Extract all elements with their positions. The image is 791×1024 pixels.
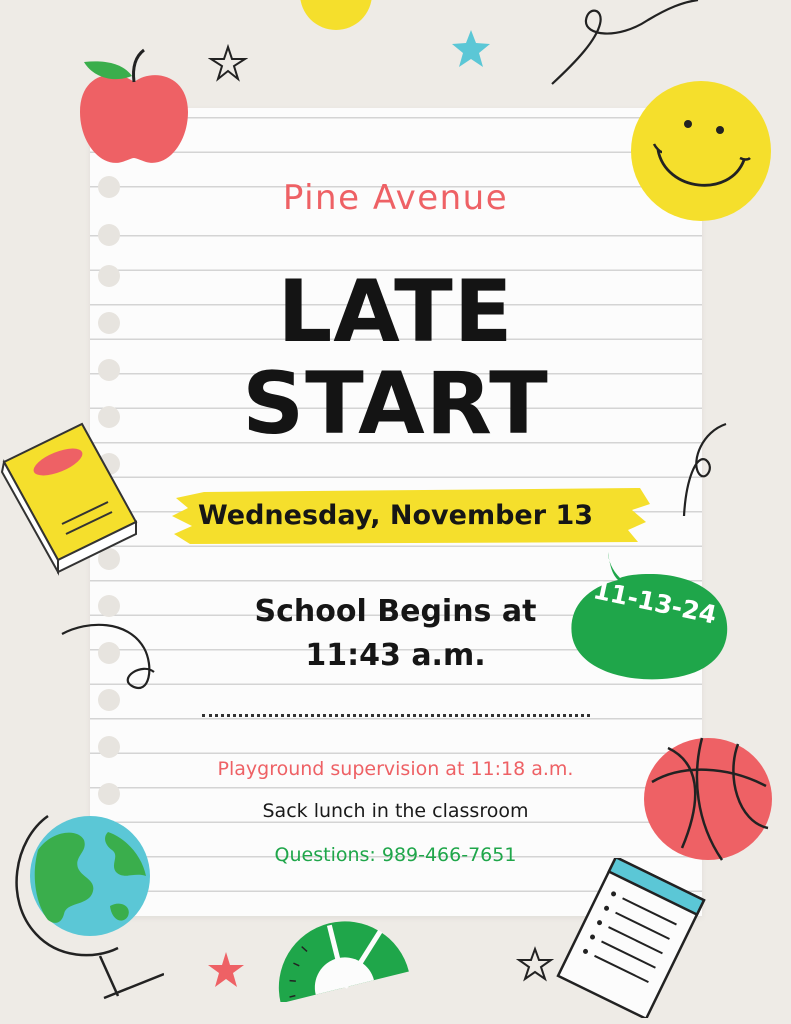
small-outline-star-icon [516,946,554,984]
protractor-icon [270,898,410,1002]
dotted-divider [202,714,590,717]
outline-star-icon [208,44,248,84]
squiggle-icon [548,0,708,90]
school-begins-time: 11:43 a.m. [305,638,486,673]
title-start: START [242,354,549,454]
pink-star-icon [206,950,246,990]
punch-hole [98,736,120,758]
punch-hole [98,224,120,246]
school-begins-label: School Begins at [254,594,537,629]
questions-phone: Questions: 989-466-7651 [274,844,517,866]
event-date: Wednesday, November 13 [197,500,594,531]
sack-lunch-note: Sack lunch in the classroom [262,800,529,822]
apple-icon [76,46,192,170]
title-late: LATE [277,262,514,362]
school-name: Pine Avenue [282,178,509,218]
playground-supervision: Playground supervision at 11:18 a.m. [217,758,574,780]
notepad-icon [556,858,706,1018]
date-badge: 11-13-24 [590,575,720,630]
globe-icon [8,810,164,1010]
star-icon [450,28,492,70]
sun-icon [300,0,372,32]
